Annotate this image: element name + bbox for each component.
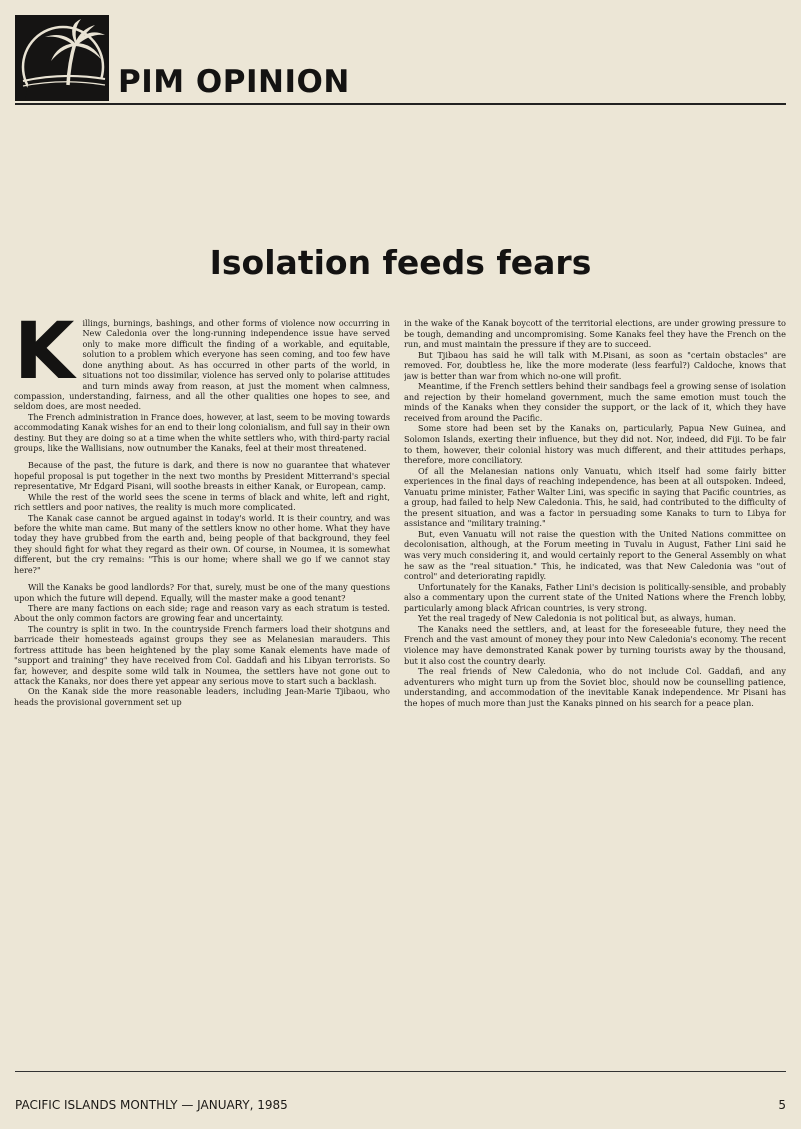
palm-tree-icon <box>15 15 109 101</box>
paragraph: The real friends of New Caledonia, who do not include Col. Gaddafi, and any adventurers who might turn up from the Soviet bloc, should now be counselling patience, understanding, and accommodation of the inevitable Kanak independence. Mr Pisani has the hopes of much more than just the Kanaks pinned on his search for a peace plan. <box>404 666 786 708</box>
footer-rule <box>15 1071 786 1072</box>
pim-logo <box>15 15 109 101</box>
paragraph: There are many factions on each side; rage and reason vary as each stratum is tested. About the only common factors are growing fear and uncertainty. <box>14 602 390 624</box>
paragraph: illings, burnings, bashings, and other forms of violence now occurring in New Caledonia over the long-running independence issue have served only to make more difficult the finding of a workable, and equitable, solution to a problem which everyone has seen coming, and too few have done anything about. As has occurred in other parts of the world, in situations not too dissimilar, violence has served only to polarise attitudes and turn minds away from reason, at just the moment when calmness, compassion, understanding, fairness, and all the other qualities one hopes to see, and seldom does, are most needed. <box>14 318 390 412</box>
paragraph: Because of the past, the future is dark, and there is now no guarantee that whatever hopeful proposal is put together in the next two months by President Mitterrand's special representative, Mr Edgard Pisani, will soothe breasts in either Kanak, or European, camp. <box>14 460 390 492</box>
paragraph: Meantime, if the French settlers behind their sandbags feel a growing sense of isolation and rejection by their homeland government, much the same emotion must touch the minds of the Kanaks when they consider the support, or the lack of it, which they have received from around the Pacific. <box>404 381 786 423</box>
paragraph: Of all the Melanesian nations only Vanuatu, which itself had some fairly bitter experiences in the final days of reaching independence, has been at all outspoken. Indeed, Vanuatu prime minister, Father Walter Lini, was specific in saying that Pacific countries, as a group, had failed to help New Caledonia. This, he said, had contributed to the difficulty of the present situation, and was a factor in persuading some Kanaks to turn to Libya for assistance and "military training." <box>404 465 786 529</box>
publication-footer: PACIFIC ISLANDS MONTHLY — JANUARY, 1985 <box>15 1098 288 1112</box>
paragraph: On the Kanak side the more reasonable leaders, including Jean-Marie Tjibaou, who heads the provisional government set up <box>14 686 390 707</box>
paragraph: But, even Vanuatu will not raise the question with the United Nations committee on decolonisation, although, at the Forum meeting in Tuvalu in August, Father Lini said he was very much considering it, and would certainly report to the General Assembly on what he saw as the "real situation." This, he indicated, was that New Caledonia was "out of control" and deteriorating rapidly. <box>404 528 786 582</box>
paragraph: But Tjibaou has said he will talk with M.Pisani, as soon as "certain obstacles" are removed. For, doubtless he, like the more moderate (less fearful?) Caldoche, knows that jaw is better than war from which no-one will profit. <box>404 349 786 381</box>
paragraph: While the rest of the world sees the scene in terms of black and white, left and right, rich settlers and poor natives, the reality is much more complicated. <box>14 491 390 513</box>
article-column-left <box>14 318 390 710</box>
paragraph: Unfortunately for the Kanaks, Father Lini's decision is politically-sensible, and probably also a commentary upon the current state of the United Nations where the French lobby, particularly among black African countries, is very strong. <box>404 581 786 613</box>
paragraph: The country is split in two. In the countryside French farmers load their shotguns and barricade their homesteads against groups they see as Melanesian marauders. This fortress attitude has been heightened by the play some Kanak elements have made of "support and training" they have received from Col. Gaddafi and his Libyan terrorists. So far, however, and despite some wild talk in Noumea, the settlers have not gone out to attack the Kanaks, nor does there yet appear any serious move to start such a backlash. <box>14 623 390 686</box>
paragraph: The French administration in France does, however, at last, seem to be moving towards accommodating Kanak wishes for an end to their long colonialism, and full say in their own destiny. But they are doing so at a time when the white settlers who, with third-party racial groups, like the Wallisians, now outnumber the Kanaks, feel at their most threatened. <box>14 411 390 454</box>
paragraph: The Kanaks need the settlers, and, at least for the foreseeable future, they need the French and the vast amount of money they pour into New Caledonia's economy. The recent violence may have demonstrated Kanak power by turning tourists away by the thousand, but it also cost the country dearly. <box>404 623 786 666</box>
section-title: PIM OPINION <box>118 64 350 100</box>
paragraph: Some store had been set by the Kanaks on, particularly, Papua New Guinea, and Solomon Islands, exerting their influence, but they did not. Nor, indeed, did Fiji. To be fair to them, however, their colonial history was much different, and their attitudes perhaps, therefore, more conciliatory. <box>404 423 786 466</box>
paragraph: Yet the real tragedy of New Caledonia is not political but, as always, human. <box>418 613 736 624</box>
page-number: 5 <box>778 1098 786 1112</box>
drop-cap: K <box>14 318 75 397</box>
paragraph: The Kanak case cannot be argued against in today's world. It is their country, and was before the white man came. But many of the settlers know no other home. What they have today they have grubbed from the earth and, being people of that background, they feel they should fight for what they regard as their own. Of course, in Noumea, it is somewhat different, but the cry remains: "This is our home; where shall we go if we cannot stay here?" <box>14 512 390 575</box>
headline: Isolation feeds fears <box>209 243 592 282</box>
header-rule <box>15 103 786 105</box>
article-column-right <box>404 318 786 710</box>
paragraph: Will the Kanaks be good landlords? For that, surely, must be one of the many questions upon which the future will depend. Equally, will the master make a good tenant? <box>14 582 390 603</box>
paragraph: in the wake of the Kanak boycott of the territorial elections, are under growing pressure to be tough, demanding and uncompromising. Some Kanaks feel they have the French on the run, and must maintain the pressure if they are to succeed. <box>404 318 786 350</box>
